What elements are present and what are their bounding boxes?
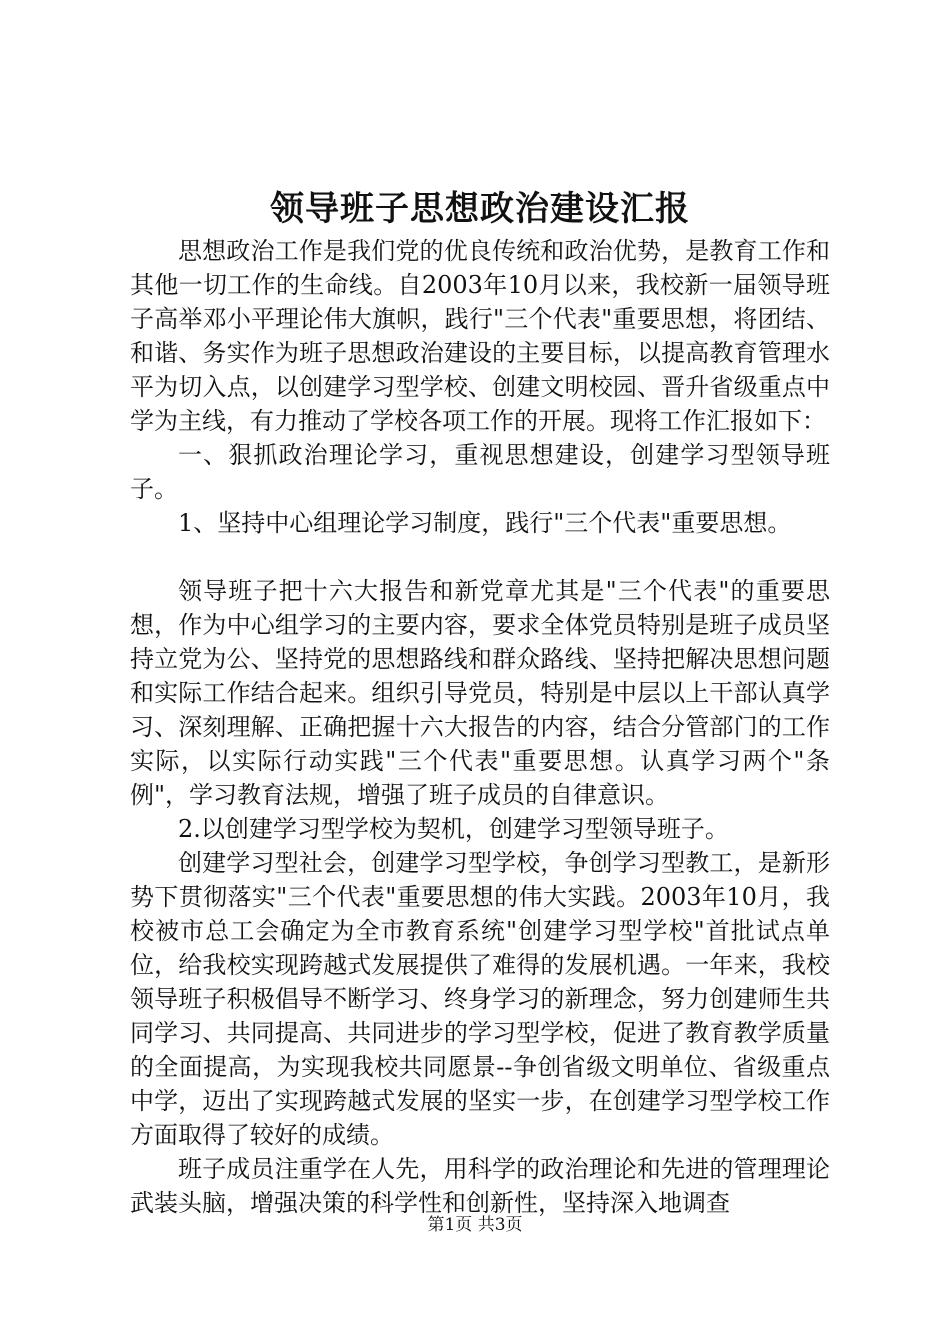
document-page	[130, 184, 830, 1220]
page-footer: 第1页 共3页	[427, 1215, 523, 1235]
document-title: 领导班子思想政治建设汇报	[270, 189, 690, 229]
body-paragraph-1: 领导班子把十六大报告和新党章尤其是"三个代表"的重要思想，作为中心组学习的主要内容，要求全体党员特别是班子成员坚持立党为公、坚持党的思想路线和群众路线、坚持把解决思想问题和实际工作结合起来。组织引导党员，特别是中层以上干部认真学习、深刻理解、正确把握十六大报告的内容，结合分管部门的工作实际，以实际行动实践"三个代表"重要思想。认真学习两个"条例"，学习教育法规，增强了班子成员的自律意识。	[130, 577, 830, 809]
intro-paragraph: 思想政治工作是我们党的优良传统和政治优势，是教育工作和其他一切工作的生命线。自2003年10月以来，我校新一届领导班子高举邓小平理论伟大旗帜，践行"三个代表"重要思想，将团结、和谐、务实作为班子思想政治建设的主要目标，以提高教育管理水平为切入点，以创建学习型学校、创建文明校园、晋升省级重点中学为主线，有力推动了学校各项工作的开展。现将工作汇报如下：	[130, 237, 830, 435]
subsection-heading-1: 1、坚持中心组理论学习制度，践行"三个代表"重要思想。	[178, 509, 792, 537]
section-heading-1: 一、狠抓政治理论学习，重视思想建设，创建学习型领导班子。	[130, 441, 830, 503]
body-paragraph-2: 创建学习型社会，创建学习型学校，争创学习型教工，是新形势下贯彻落实"三个代表"重要思想的伟大实践。2003年10月，我校被市总工会确定为全市教育系统"创建学习型学校"首批试点单位，给我校实现跨越式发展提供了难得的发展机遇。一年来，我校领导班子积极倡导不断学习、终身学习的新理念，努力创建师生共同学习、共同提高、共同进步的学习型学校，促进了教育教学质量的全面提高，为实现我校共同愿景--争创省级文明单位、省级重点中学，迈出了实现跨越式发展的坚实一步，在创建学习型学校工作方面取得了较好的成绩。	[130, 849, 830, 1149]
body-paragraph-3: 班子成员注重学在人先，用科学的政治理论和先进的管理理论武装头脑，增强决策的科学性和创新性，坚持深入地调查	[130, 1155, 830, 1217]
subsection-heading-2: 2.以创建学习型学校为契机，创建学习型领导班子。	[178, 815, 729, 843]
